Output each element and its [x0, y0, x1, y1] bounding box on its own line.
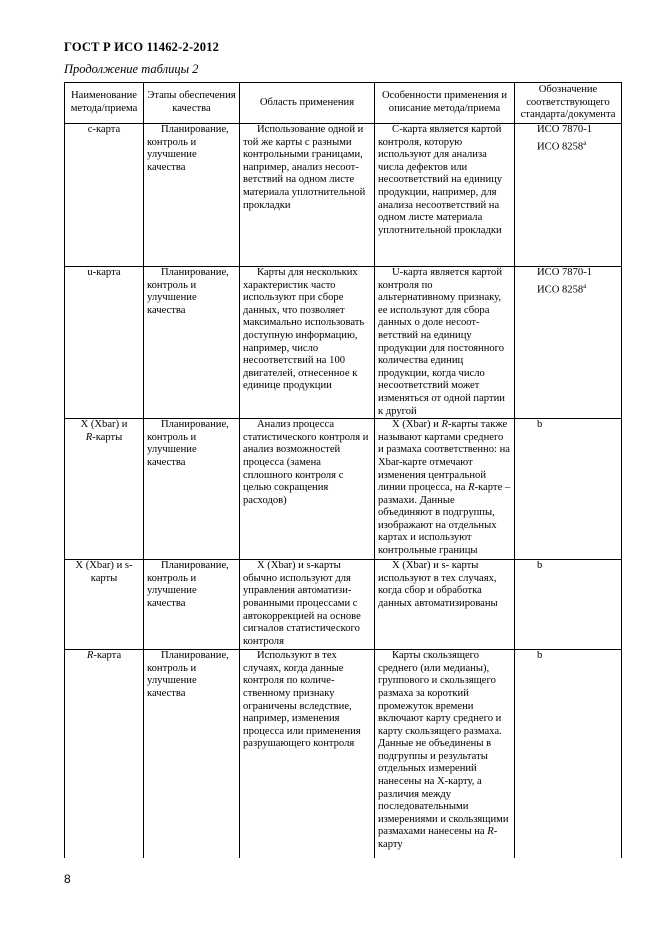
- methods-table: [64, 82, 622, 858]
- table-row: [65, 560, 622, 650]
- features-part: -карты также называют картами среднего и размаха соответственно: на Xbar-карте отмечают изменения центральной линии процесса, на: [378, 419, 510, 494]
- standard-refs: [515, 124, 622, 267]
- quality-stages: Планирование, контроль и улучшение качества: [144, 124, 240, 267]
- standard-ref: ИСО 7870-1: [537, 267, 593, 278]
- document-title: ГОСТ Р ИСО 11462-2-2012: [64, 40, 220, 54]
- quality-stages: Планирование, контроль и улучшение качества: [144, 267, 240, 419]
- header-method: Наименование метода/приема: [65, 83, 144, 124]
- features-italic: R: [468, 482, 475, 494]
- application-area: Используют в тех случаях, когда данные контроля по количе-ственному признаку ограничены вследствие, например, изменения процесса или применения разрушающего контроля: [240, 650, 375, 858]
- table-continuation-caption: Продолжение таблицы 2: [64, 62, 199, 76]
- method-name-part: X (Xbar) и: [80, 419, 128, 431]
- table-row: [65, 124, 622, 267]
- standard-ref: [537, 137, 618, 154]
- features-part: Карты скользящего среднего (или медианы), группового и скользящего размаха за короткий промежуток времени включают карту среднего и карту скользящего размаха. Данные не объединены в подгруппы и результаты отдельных измерений нанесены на X-карту, а различия между последовательными измерениями и скользящими размахами нанесены на: [378, 650, 509, 838]
- quality-stages: Планирование, контроль и улучшение качества: [144, 650, 240, 858]
- table-header-row: [65, 83, 622, 124]
- table-row: [65, 267, 622, 419]
- method-name: c-карта: [65, 124, 144, 267]
- features-italic: R: [487, 826, 494, 838]
- standard-refs: b: [515, 560, 622, 650]
- standard-refs: b: [515, 419, 622, 560]
- application-area: Анализ процесса статистического контроля и анализ возможностей процесса (замена сплошного контроля с целью сокращения расходов): [240, 419, 375, 560]
- quality-stages: Планирование, контроль и улучшение качества: [144, 560, 240, 650]
- application-area: X (Xbar) и s-карты обычно используют для управления автоматизи-рованными процессами с автокоррекцией на основе сигналов статистического контроля: [240, 560, 375, 650]
- table-row: [65, 419, 622, 560]
- method-name-italic: R: [86, 650, 94, 662]
- page-number: 8: [64, 872, 71, 886]
- method-name-italic: R: [85, 431, 93, 443]
- standard-ref-text: ИСО 8258: [537, 284, 584, 296]
- method-features: [375, 419, 515, 560]
- standard-refs: b: [515, 650, 622, 858]
- method-name: [65, 650, 144, 858]
- standard-ref-text: ИСО 8258: [537, 141, 584, 153]
- quality-stages: Планирование, контроль и улучшение качества: [144, 419, 240, 560]
- header-features: Особенности применения и описание метода/приема: [375, 83, 515, 124]
- standard-ref: ИСО 7870-1: [537, 124, 593, 135]
- method-features: [375, 650, 515, 858]
- standard-refs: [515, 267, 622, 419]
- application-area: Карты для нескольких характеристик часто используют при сборе данных, что позволяет максимально использовать доступную информацию, например, число несоответствий на 100 двигателей, отнесенное к единице продукции: [240, 267, 375, 419]
- application-area: Использование одной и той же карты с разными контрольными границами, например, анализ несоот-ветствий на одном листе материала уплотнительной прокладки: [240, 124, 375, 267]
- method-features: C-карта является картой контроля, которую используют для анализа числа дефектов или несоответствий на единицу продукции, например, для анализа несоответствий на одном листе материала уплотнительной прокладки: [375, 124, 515, 267]
- table-row: [65, 650, 622, 858]
- method-features: U-карта является картой контроля по альтернативному признаку, ее используют для сбора данных о доле несоот-ветствий на единицу продукции для постоянного количества единиц продукции, когда число несоответствий может изменяться от одной партии к другой: [375, 267, 515, 419]
- method-name: u-карта: [65, 267, 144, 419]
- features-part: -карте –размахи. Данные объединяют в подгруппы, изображают на отдельных картах и используют контрольные границы: [378, 482, 511, 557]
- method-name-part: -карты: [92, 431, 123, 443]
- standard-ref: [537, 280, 618, 297]
- method-name-part: -карта: [93, 650, 122, 662]
- header-standard: Обозначение соответствующего стандарта/документа: [515, 83, 622, 124]
- features-part: -карту: [378, 826, 498, 851]
- method-name: [65, 419, 144, 560]
- features-italic: R: [441, 419, 448, 431]
- features-part: X (Xbar) и: [392, 419, 439, 431]
- footnote-mark: a: [583, 281, 587, 290]
- footnote-mark: a: [583, 138, 587, 147]
- header-area: Область применения: [240, 83, 375, 124]
- header-stages: Этапы обеспечения качества: [144, 83, 240, 124]
- method-name: X (Xbar) и s-карты: [65, 560, 144, 650]
- method-features: X (Xbar) и s- карты используют в тех случаях, когда сбор и обработка данных автоматизированы: [375, 560, 515, 650]
